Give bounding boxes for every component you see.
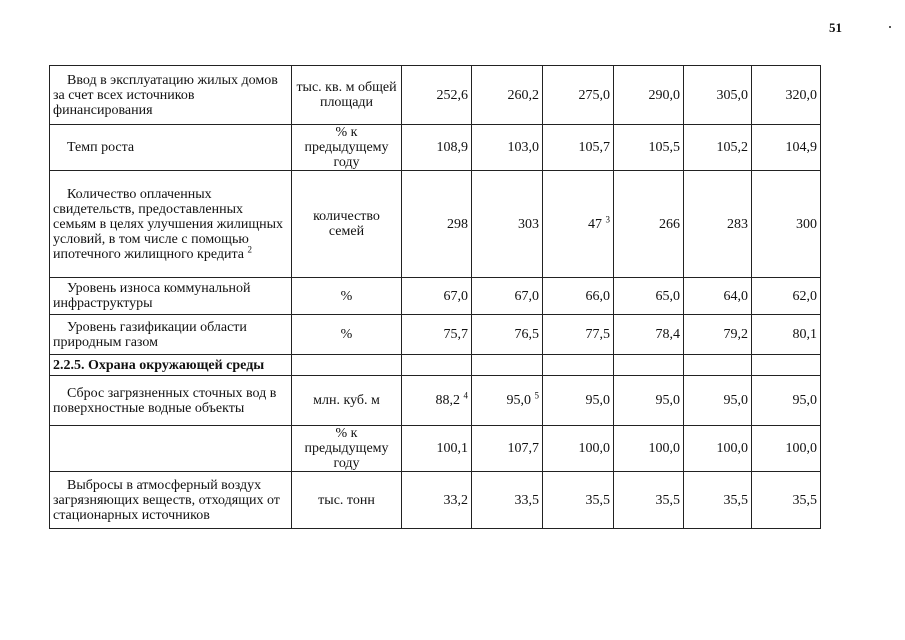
value-text: 95,0 — [723, 393, 748, 408]
value-cell — [684, 66, 752, 125]
value-cell — [472, 278, 543, 315]
value-cell — [614, 472, 684, 529]
value-text: 266 — [659, 216, 680, 232]
value-text: 79,2 — [723, 327, 748, 342]
indicator-name-text: Ввод в эксплуатацию жилых домов за счет всех источников финансирования — [53, 72, 278, 118]
unit-cell: млн. куб. м — [292, 376, 402, 426]
value-text: 75,7 — [443, 327, 468, 342]
value-text: 67,0 — [443, 288, 468, 304]
indicators-table — [49, 65, 821, 529]
unit-cell: тыс. тонн — [292, 472, 402, 529]
value-cell — [472, 426, 543, 472]
value-cell — [472, 315, 543, 355]
empty-cell — [472, 355, 543, 376]
value-text: 105,2 — [716, 140, 748, 155]
value-text: 33,5 — [514, 492, 539, 508]
value-cell — [614, 376, 684, 426]
value-cell — [614, 125, 684, 171]
indicator-name-text: Уровень износа коммунальной инфраструктуры — [53, 281, 251, 311]
value-cell — [543, 171, 614, 278]
table-row — [50, 278, 821, 315]
value-cell — [752, 171, 821, 278]
value-text: 95,0 — [655, 393, 680, 408]
value-text: 77,5 — [585, 327, 610, 342]
value-cell — [402, 66, 472, 125]
value-cell — [752, 66, 821, 125]
value-text: 305,0 — [716, 87, 748, 103]
indicator-name — [50, 472, 292, 529]
value-cell — [402, 426, 472, 472]
value-text: 103,0 — [507, 140, 539, 155]
unit-cell: % к предыдущему году — [292, 426, 402, 472]
value-cell — [472, 171, 543, 278]
indicator-name-text: Выбросы в атмосферный воздух загрязняющих веществ, отходящих от стационарных источников — [53, 477, 280, 523]
value-text: 100,0 — [648, 441, 680, 456]
value-text: 35,5 — [655, 492, 680, 508]
value-text: 252,6 — [436, 87, 468, 103]
page-number: 51 — [829, 20, 842, 35]
value-cell — [752, 472, 821, 529]
value-text: 100,0 — [578, 441, 610, 456]
value-cell — [684, 171, 752, 278]
table-row — [50, 66, 821, 125]
unit-cell: тыс. кв. м общей площади — [292, 66, 402, 125]
table-row — [50, 376, 821, 426]
value-cell — [752, 278, 821, 315]
value-text: 298 — [447, 216, 468, 232]
value-text: 95,0 — [585, 393, 610, 408]
value-text: 65,0 — [655, 288, 680, 304]
value-text: 62,0 — [792, 288, 817, 304]
value-text: 104,9 — [785, 140, 817, 155]
indicator-name-text: Уровень газификации области природным газом — [53, 319, 247, 350]
value-cell — [684, 472, 752, 529]
value-text: 95,0 — [506, 393, 531, 408]
value-text: 47 — [588, 216, 602, 232]
value-text: 80,1 — [792, 327, 817, 342]
value-cell — [472, 125, 543, 171]
value-cell — [614, 426, 684, 472]
footnote-mark: 3 — [605, 213, 610, 224]
unit-cell: % — [292, 278, 402, 315]
value-text: 300 — [796, 216, 817, 232]
value-cell — [472, 66, 543, 125]
value-cell — [614, 278, 684, 315]
indicator-name — [50, 125, 292, 171]
value-text: 320,0 — [785, 87, 817, 103]
value-cell — [402, 278, 472, 315]
section-row — [50, 355, 821, 376]
indicator-name-text: Сброс загрязненных сточных вод в поверхностные водные объекты — [53, 385, 277, 416]
value-cell — [614, 315, 684, 355]
indicator-name — [50, 315, 292, 355]
value-cell — [752, 315, 821, 355]
unit-cell: количество семей — [292, 171, 402, 278]
value-cell — [684, 426, 752, 472]
table-row — [50, 171, 821, 278]
value-text: 78,4 — [655, 327, 680, 342]
value-cell — [684, 125, 752, 171]
value-cell — [402, 376, 472, 426]
footnote-mark: 4 — [463, 390, 468, 401]
indicator-name-text: Темп роста — [67, 140, 135, 155]
value-text: 107,7 — [507, 441, 539, 456]
value-cell — [543, 66, 614, 125]
table-row — [50, 125, 821, 171]
table-row — [50, 472, 821, 529]
value-cell — [543, 376, 614, 426]
value-text: 64,0 — [723, 288, 748, 304]
footnote-mark: 2 — [247, 243, 252, 254]
footnote-mark: 5 — [534, 390, 539, 401]
value-text: 100,1 — [436, 441, 468, 456]
value-cell — [684, 376, 752, 426]
unit-cell: % к предыдущему году — [292, 125, 402, 171]
value-text: 95,0 — [792, 393, 817, 408]
value-text: 100,0 — [716, 441, 748, 456]
value-text: 35,5 — [792, 492, 817, 508]
empty-cell — [752, 355, 821, 376]
value-text: 35,5 — [723, 492, 748, 508]
indicator-name-text: Количество оплаченных свидетельств, предоставленных семьям в целях улучшения жилищных условий, в том числе с помощью ипотечного жилищного кредита — [53, 186, 284, 262]
value-text: 35,5 — [585, 492, 610, 508]
value-cell — [543, 315, 614, 355]
value-cell — [472, 376, 543, 426]
table-row — [50, 426, 821, 472]
empty-cell — [543, 355, 614, 376]
table-row — [50, 315, 821, 355]
value-cell — [402, 315, 472, 355]
value-text: 275,0 — [578, 87, 610, 103]
value-cell — [402, 472, 472, 529]
value-text: 303 — [518, 216, 539, 232]
value-text: 33,2 — [443, 492, 468, 508]
value-text: 66,0 — [585, 288, 610, 304]
value-cell — [684, 315, 752, 355]
value-cell — [543, 472, 614, 529]
value-cell — [543, 278, 614, 315]
empty-cell — [402, 355, 472, 376]
indicator-name — [50, 278, 292, 315]
value-text: 67,0 — [514, 288, 539, 304]
value-cell — [402, 125, 472, 171]
value-cell — [543, 426, 614, 472]
unit-cell: % — [292, 315, 402, 355]
indicator-name — [50, 376, 292, 426]
value-text: 100,0 — [785, 441, 817, 456]
value-text: 76,5 — [514, 327, 539, 342]
indicator-name — [50, 171, 292, 278]
section-title: 2.2.5. Охрана окружающей среды — [50, 355, 292, 376]
value-text: 88,2 — [435, 393, 460, 408]
value-text: 260,2 — [507, 87, 539, 103]
value-cell — [752, 426, 821, 472]
value-cell — [543, 125, 614, 171]
empty-cell — [292, 355, 402, 376]
indicator-name — [50, 66, 292, 125]
value-cell — [752, 376, 821, 426]
value-cell — [402, 171, 472, 278]
value-cell — [752, 125, 821, 171]
value-text: 105,7 — [578, 140, 610, 155]
value-cell — [614, 66, 684, 125]
value-text: 108,9 — [436, 140, 468, 155]
scan-speck — [889, 26, 891, 28]
value-text: 283 — [727, 216, 748, 232]
value-text: 105,5 — [648, 140, 680, 155]
value-cell — [684, 278, 752, 315]
empty-cell — [684, 355, 752, 376]
value-text: 290,0 — [648, 87, 680, 103]
value-cell — [472, 472, 543, 529]
indicator-name — [50, 426, 292, 472]
empty-cell — [614, 355, 684, 376]
value-cell — [614, 171, 684, 278]
